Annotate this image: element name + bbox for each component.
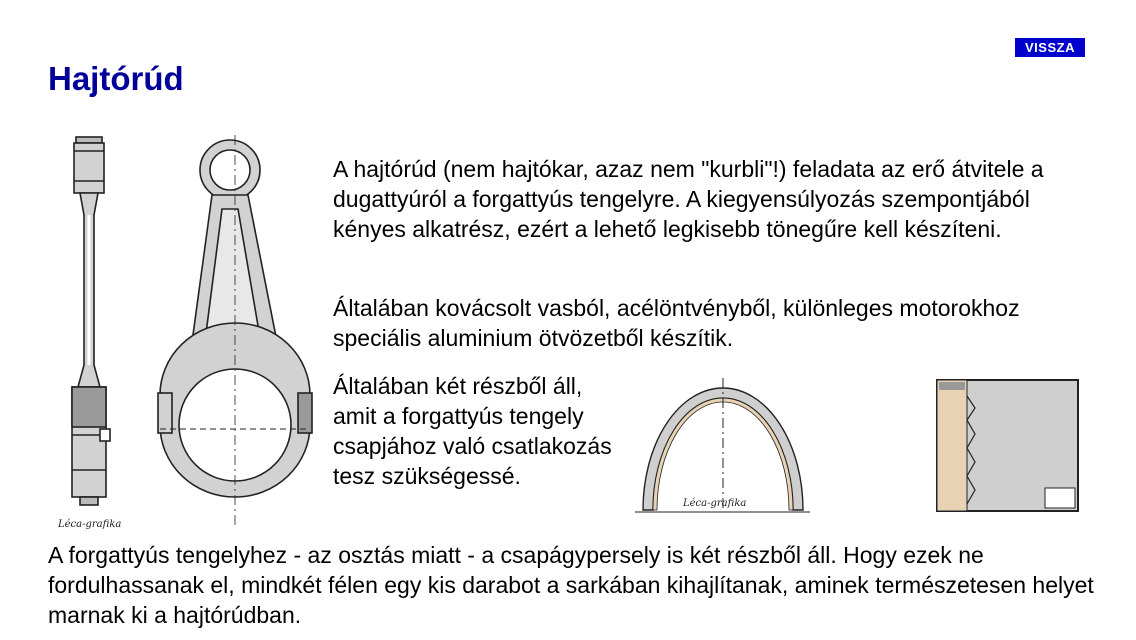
paragraph-material: Általában kovácsolt vasból, acélöntvényből, különleges motorokhoz speciális aluminium ötvözetből készítik. <box>333 295 1020 351</box>
figure-signature: Léca-grafika <box>58 519 122 530</box>
bearing-shell-figure <box>635 372 810 520</box>
connecting-rod-front-view <box>158 135 312 525</box>
connecting-rod-side-view <box>72 137 110 505</box>
paragraph-function: A hajtórúd (nem hajtókar, azaz nem "kurbli"!) feladata az erő átvitele a dugattyúról a forgattyús tengelyre. A kiegyensúlyozás szempontjából kényes alkatrész, ezért a lehető legkisebb tönegűre kell készíteni. <box>333 156 1044 242</box>
figure-signature: Léca-grafika <box>683 498 747 509</box>
page-title: Hajtórúd <box>48 60 184 97</box>
paragraph-bearing-shell: A forgattyús tengelyhez - az osztás miatt - a csapágypersely is két részből áll. Hogy ezek ne fordulhassanak el, mindkét félen egy kis darabot a sarkában kihajlítanak, aminek természetesen helyet marnak ki a hajtórúdban. <box>48 542 1094 628</box>
paragraph-two-parts: Általában két részből áll, amit a forgattyús tengely csapjához való csatlakozás tesz szükségessé. <box>333 373 612 489</box>
back-button[interactable]: VISSZA <box>1015 38 1085 57</box>
bearing-section-figure <box>935 378 1080 513</box>
connecting-rod-figure <box>40 125 330 545</box>
